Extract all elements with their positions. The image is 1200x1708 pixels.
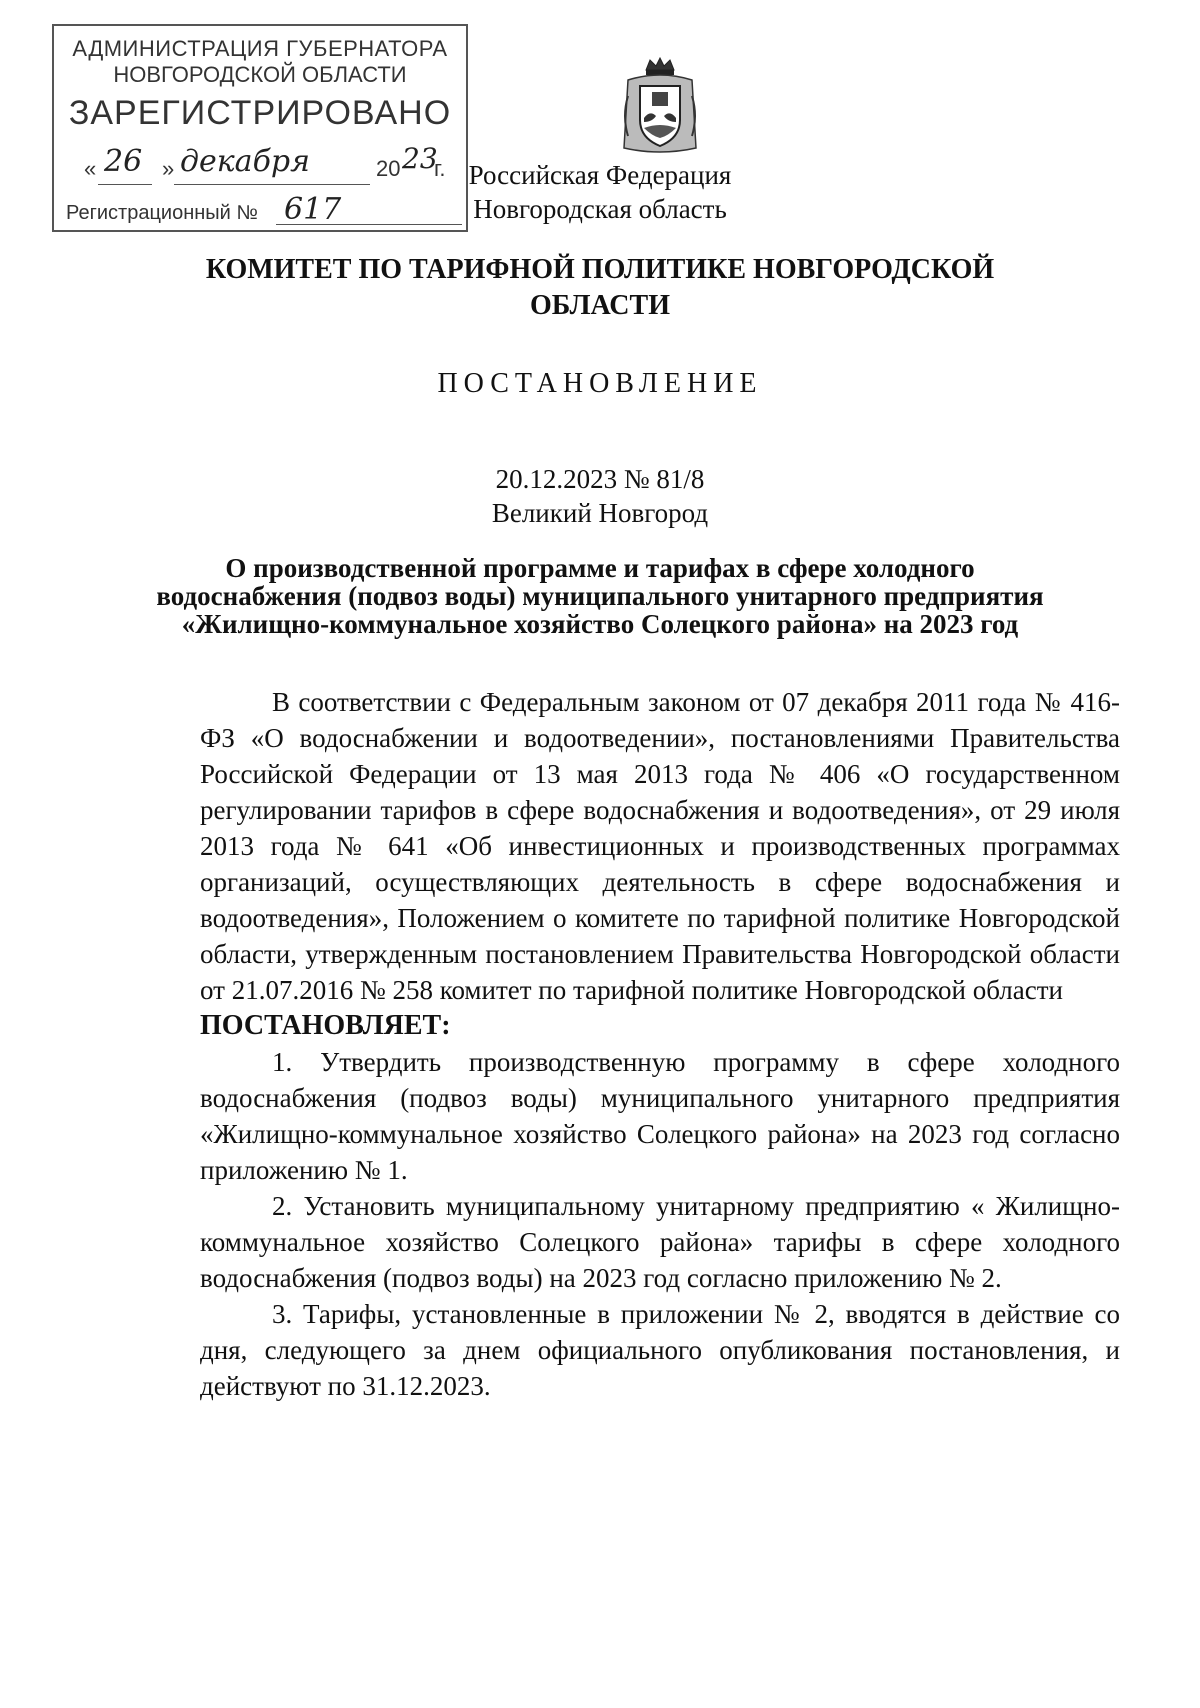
country-header: [0, 158, 1200, 226]
committee-title: [0, 252, 1200, 324]
committee-title-line1: КОМИТЕТ ПО ТАРИФНОЙ ПОЛИТИКЕ НОВГОРОДСКОЙ: [205, 254, 995, 285]
stamp-authority-line1: АДМИНИСТРАЦИЯ ГУБЕРНАТОРА: [72, 36, 448, 61]
novgorod-coat-of-arms-icon: [618, 56, 702, 156]
committee-title-line2: ОБЛАСТИ: [530, 290, 670, 321]
stamp-year: 23: [402, 142, 438, 175]
stamp-registered: ЗАРЕГИСТРИРОВАНО: [68, 94, 452, 132]
subject-line3: «Жилищно-коммунальное хозяйство Солецкого района» на 2023 год: [181, 609, 1019, 639]
resolution-item-2: 2. Установить муниципальному унитарному предприятию « Жилищно-коммунальное хозяйство Солецкого района» тарифы в сфере холодного водоснабжения (подвоз воды) на 2023 год согласно приложению № 2.: [200, 1191, 1120, 1293]
stamp-quote-close: »: [162, 156, 175, 181]
stamp-year-suffix: г.: [434, 156, 446, 181]
preamble-paragraph: В соответствии с Федеральным законом от 07 декабря 2011 года № 416-ФЗ «О водоснабжении и водоотведении», постановлениями Правительства Российской Федерации от 13 мая 2013 года № 406 «О государственном регулировании тарифов в сфере водоснабжения и водоотведения», от 29 июля 2013 года № 641 «Об инвестиционных и производственных программах организаций, осуществляющих деятельность в сфере водоснабжения и водоотведения», Положением о комитете по тарифной политике Новгородской области, утвержденным постановлением Правительства Новгородской области от 21.07.2016 № 258 комитет по тарифной политике Новгородской области: [200, 687, 1120, 1005]
stamp-quote-open: «: [84, 156, 97, 181]
document-body: [200, 684, 1120, 1404]
stamp-day: 26: [104, 144, 143, 179]
country-name: Российская Федерация: [468, 160, 732, 190]
document-date-number: [0, 462, 1200, 530]
resolution-item-1: 1. Утвердить производственную программу в сфере холодного водоснабжения (подвоз воды) муниципального унитарного предприятия «Жилищно-коммунальное хозяйство Солецкого района» на 2023 год согласно приложению № 1.: [200, 1047, 1120, 1185]
subject-line2: водоснабжения (подвоз воды) муниципального унитарного предприятия: [156, 581, 1044, 611]
document-subject: [0, 554, 1200, 638]
stamp-reg-label: Регистрационный №: [66, 202, 258, 224]
resolution-item-3: 3. Тарифы, установленные в приложении № 2, вводятся в действие со дня, следующего за днем официального опубликования постановления, и действуют по 31.12.2023.: [200, 1299, 1120, 1401]
stamp-authority-line2: НОВГОРОДСКОЙ ОБЛАСТИ: [113, 62, 407, 87]
stamp-month: декабря: [180, 144, 310, 179]
stamp-reg-number: 617: [284, 192, 342, 227]
subject-line1: О производственной программе и тарифах в сфере холодного: [225, 553, 975, 583]
date-and-number: 20.12.2023 № 81/8: [495, 464, 705, 494]
region-name: Новгородская область: [473, 194, 727, 224]
decree-heading: ПОСТАНОВЛЯЕТ:: [200, 1010, 451, 1041]
stamp-year-prefix: 20: [376, 156, 401, 181]
document-type: ПОСТАНОВЛЕНИЕ: [437, 368, 763, 399]
city-name: Великий Новгород: [491, 498, 709, 528]
